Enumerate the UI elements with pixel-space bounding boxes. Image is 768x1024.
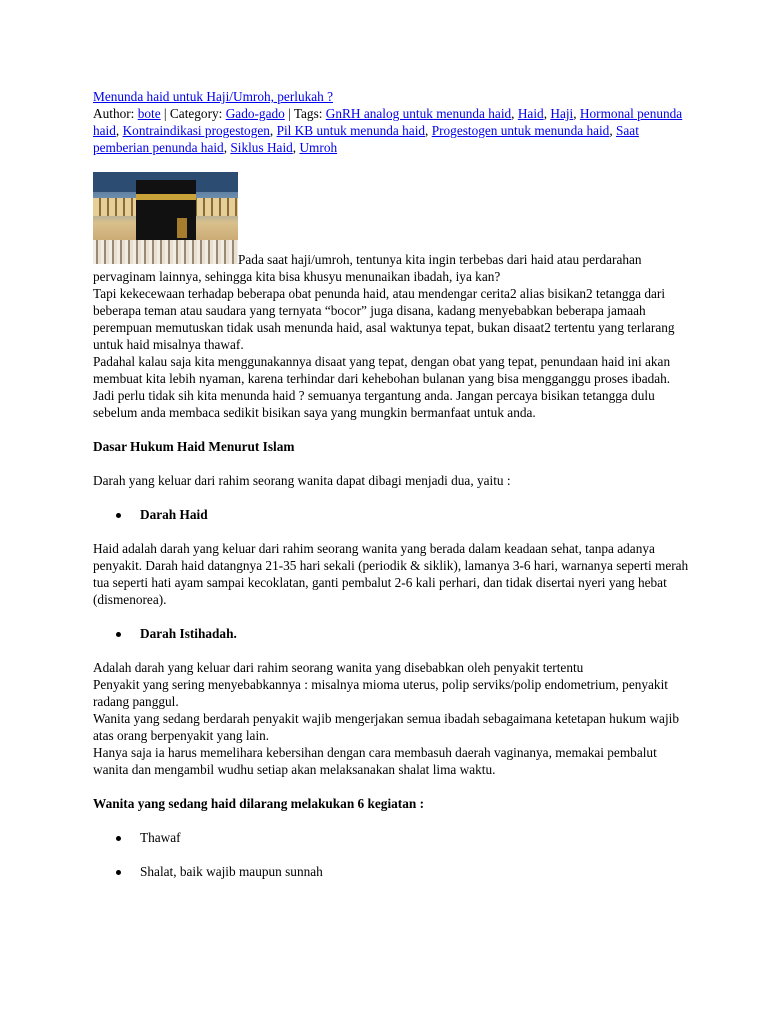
bullet-icon: [116, 870, 121, 875]
tag-link[interactable]: Kontraindikasi progestogen: [122, 123, 270, 138]
bullet-icon: [116, 513, 121, 518]
list-item-label: Darah Haid: [140, 507, 208, 522]
bullet-icon: [116, 632, 121, 637]
bullet-list: [93, 863, 693, 880]
istihadah-paragraph-4: Hanya saja ia harus memelihara kebersihan dengan cara membasuh daerah vaginanya, memakai pembalut wanita dan mengambil wudhu setiap akan melaksanakan shalat lima waktu.: [93, 745, 657, 777]
tag-link[interactable]: Siklus Haid: [230, 140, 293, 155]
list-item: [93, 625, 693, 642]
spacer: [93, 421, 693, 438]
article-content: [93, 88, 693, 880]
kaaba-image-row: [93, 172, 693, 266]
tag-link[interactable]: Umroh: [299, 140, 338, 155]
tag-link[interactable]: GnRH analog untuk menunda haid: [325, 106, 512, 121]
tag-link[interactable]: Pil KB untuk menunda haid: [276, 123, 426, 138]
spacer: [93, 455, 693, 472]
bullet-list: [93, 625, 693, 642]
kaaba-cube: [136, 180, 196, 244]
list-item: [93, 506, 693, 523]
kaaba-door: [177, 218, 187, 238]
intro-paragraph-4: Jadi perlu tidak sih kita menunda haid ? semuanya tergantung anda. Jangan percaya bisikan tetangga dulu sebelum anda membaca sedikit bisikan saya yang mungkin bermanfaat untuk anda.: [93, 388, 655, 420]
kaaba-photo: [93, 172, 238, 264]
list-item-label: Darah Istihadah.: [140, 626, 237, 641]
tag-link[interactable]: Haid: [517, 106, 544, 121]
author-label: Author:: [93, 106, 135, 121]
section-heading-larangan: Wanita yang sedang haid dilarang melakukan 6 kegiatan :: [93, 796, 425, 811]
tags-separator: | Tags:: [284, 106, 326, 121]
spacer: [93, 489, 693, 506]
category-link[interactable]: Gado-gado: [225, 106, 285, 121]
list-item: [93, 829, 693, 846]
tag-link[interactable]: Hormonal penunda haid: [93, 106, 683, 138]
darah-haid-paragraph: Haid adalah darah yang keluar dari rahim seorang wanita yang berada dalam keadaan sehat, tanpa adanya penyakit. Darah haid datangnya 21-35 hari sekali (periodik & siklik), lamanya 3-6 hari, warnanya seperti merah tua seperti hati ayam sampai kecoklatan, ganti pembalut 2-6 kali perhari, dan tidak disertai nyeri yang hebat (dismenorea).: [93, 541, 689, 607]
bullet-icon: [116, 836, 121, 841]
tag-link[interactable]: Saat pemberian penunda haid: [93, 123, 639, 155]
kaaba-band: [136, 194, 196, 200]
spacer: [93, 523, 693, 540]
article-title-link[interactable]: Menunda haid untuk Haji/Umroh, perlukah ?: [93, 89, 334, 104]
author-link[interactable]: bote: [137, 106, 161, 121]
spacer: [93, 846, 693, 863]
list-item: [93, 863, 693, 880]
tag-link[interactable]: Progestogen untuk menunda haid: [431, 123, 610, 138]
istihadah-paragraph-1: Adalah darah yang keluar dari rahim seorang wanita yang disebabkan oleh penyakit tertentu: [93, 660, 584, 675]
istihadah-paragraph-3: Wanita yang sedang berdarah penyakit wajib mengerjakan semua ibadah sebagaimana ketetapan hukum wajib atas orang berpenyakit yang lain.: [93, 711, 679, 743]
bullet-list: [93, 506, 693, 523]
photo-crowd: [93, 240, 238, 264]
section-lead: Darah yang keluar dari rahim seorang wanita dapat dibagi menjadi dua, yaitu :: [93, 473, 511, 488]
spacer: [93, 812, 693, 829]
spacer: [93, 642, 693, 659]
section-heading-dasar-hukum: Dasar Hukum Haid Menurut Islam: [93, 439, 295, 454]
istihadah-paragraph-2: Penyakit yang sering menyebabkannya : misalnya mioma uterus, polip serviks/polip endometrium, penyakit radang panggul.: [93, 677, 668, 709]
spacer: [93, 778, 693, 795]
spacer: [93, 608, 693, 625]
tag-link[interactable]: Haji: [550, 106, 574, 121]
article-meta: Author: bote | Category: Gado-gado | Tags: GnRH analog untuk menunda haid, Haid, Haji, Hormonal penunda haid, Kontraindikasi progestogen, Pil KB untuk menunda haid, Progestogen untuk menunda haid, Saat pemberian penunda haid, Siklus Haid, Umroh: [93, 106, 683, 155]
list-item-label: Thawaf: [140, 830, 181, 845]
list-item-label: Shalat, baik wajib maupun sunnah: [140, 864, 323, 879]
intro-paragraph-1: Pada saat haji/umroh, tentunya kita ingin terbebas dari haid atau perdarahan pervaginam lainnya, sehingga kita bisa khusyu menunaikan ibadah, iya kan?: [93, 252, 642, 284]
intro-paragraph-2: Tapi kekecewaan terhadap beberapa obat penunda haid, atau mendengar cerita2 alias bisikan2 tetangga dari beberapa teman atau saudara yang ternyata “bocor” juga disana, kadang menyebabkan beberapa jamaah perempuan memutuskan tidak usah menunda haid, asal waktunya tepat, bukan disaat2 tertentu yang terlarang untuk haid misalnya thawaf.: [93, 286, 675, 352]
category-separator: | Category:: [160, 106, 226, 121]
bullet-list: [93, 829, 693, 846]
intro-paragraph-3: Padahal kalau saja kita menggunakannya disaat yang tepat, dengan obat yang tepat, penundaan haid ini akan membuat kita lebih nyaman, karena terhindar dari kehebohan bulanan yang bisa mengganggu proses ibadah.: [93, 354, 671, 386]
